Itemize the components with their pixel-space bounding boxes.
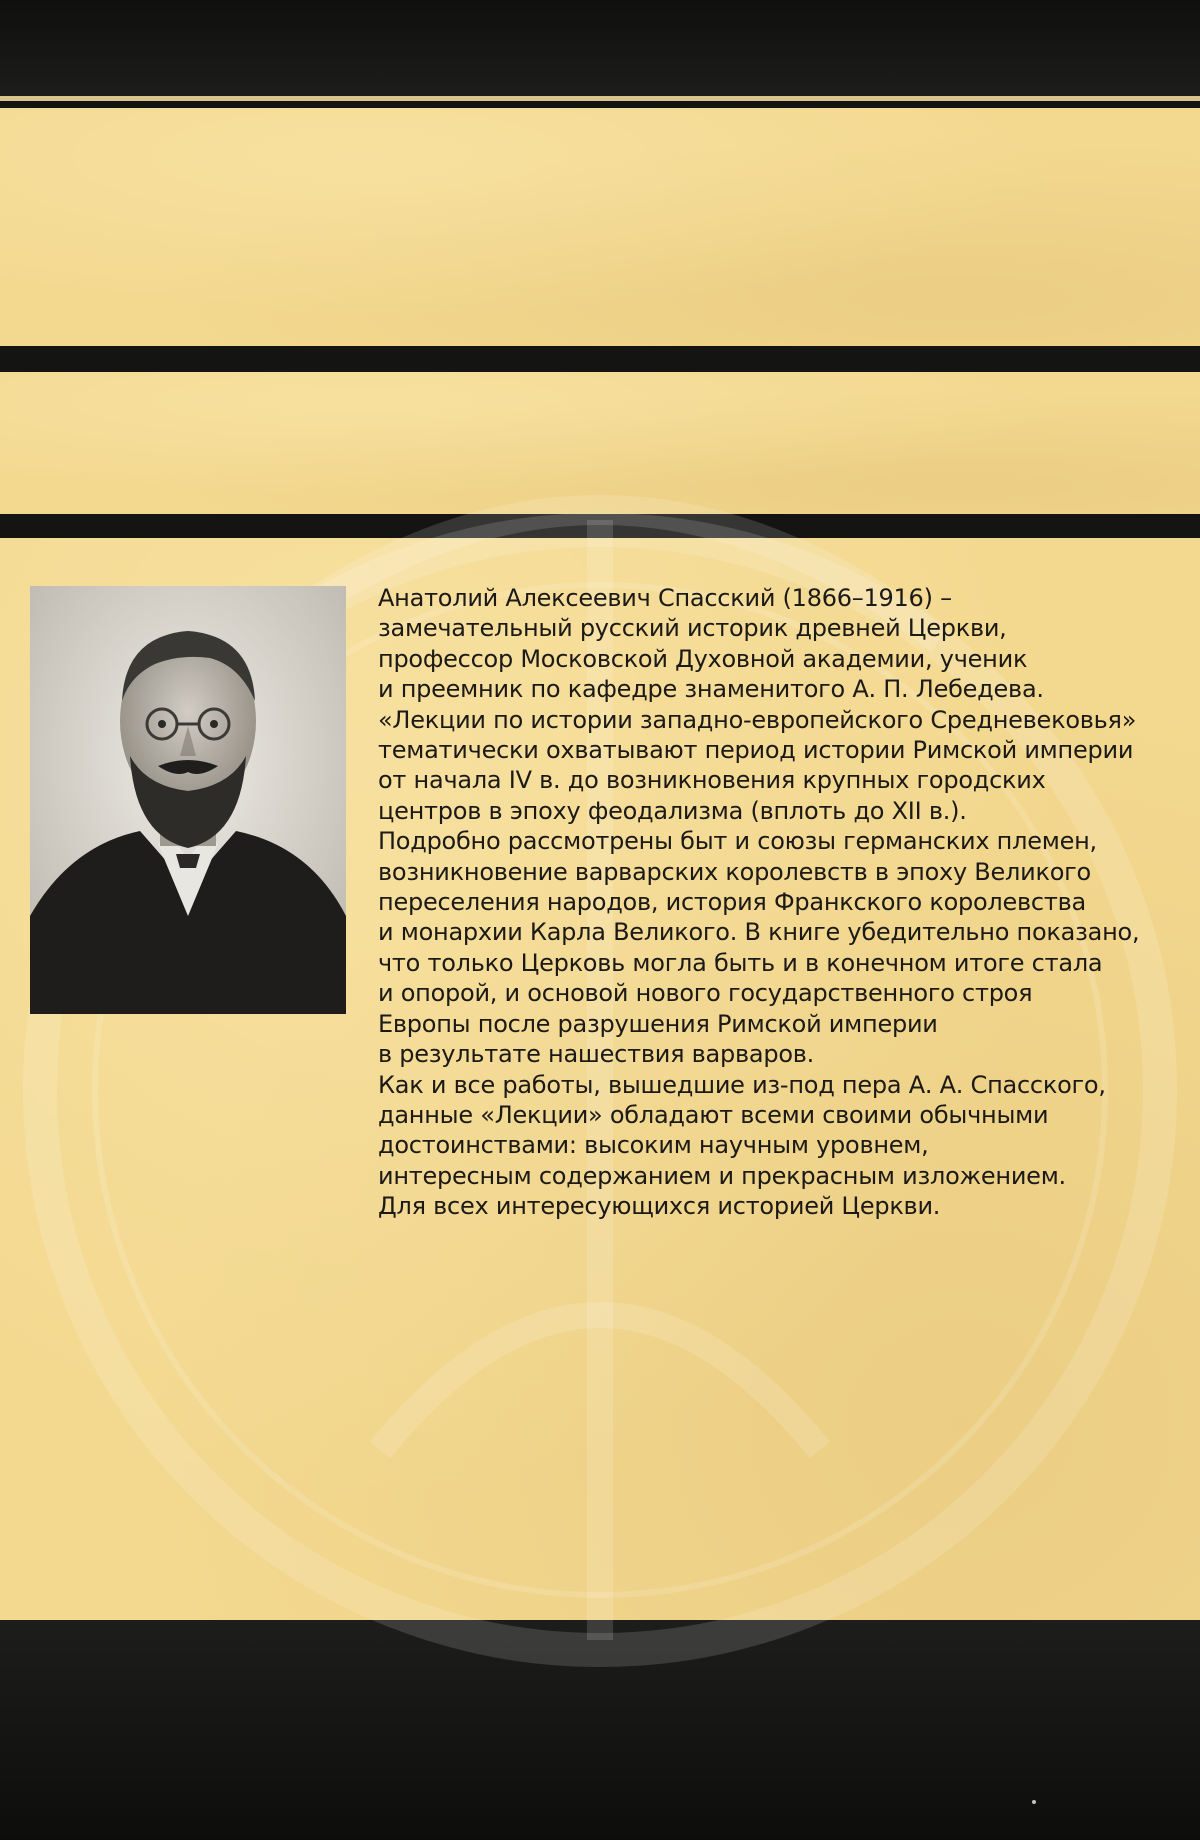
- yellow-panel-middle: [0, 372, 1200, 514]
- top-dark-band: [0, 0, 1200, 100]
- description-line: данные «Лекции» обладают всеми своими обычными: [378, 1100, 1049, 1129]
- top-light-stripe: [0, 96, 1200, 101]
- description-line: Для всех интересующихся историей Церкви.: [378, 1192, 941, 1221]
- description-line: Анатолий Алексеевич Спасский (1866–1916) –: [378, 584, 952, 612]
- description-line: интересным содержанием и прекрасным изложением.: [378, 1161, 1066, 1190]
- description-line: от начала IV в. до возникновения крупных городских: [378, 766, 1046, 795]
- yellow-panel-top: [0, 108, 1200, 346]
- description-line: Европы после разрушения Римской империи: [378, 1009, 938, 1038]
- description-line: «Лекции по истории западно-европейского Средневековья»: [378, 705, 1137, 734]
- description-line: тематически охватывают период истории Римской империи: [378, 736, 1134, 765]
- description-line: возникновение варварских королевств в эпоху Великого: [378, 857, 1091, 886]
- book-description: [378, 583, 1178, 1222]
- description-line: и преемник по кафедре знаменитого А. П. Лебедева.: [378, 675, 1044, 704]
- description-line: и опорой, и основой нового государственного строя: [378, 979, 1033, 1008]
- speck-mark: [1032, 1800, 1036, 1804]
- description-line: достоинствами: высоким научным уровнем,: [378, 1131, 929, 1160]
- description-line: в результате нашествия варваров.: [378, 1040, 815, 1069]
- description-line: что только Церковь могла быть и в конечном итоге стала: [378, 948, 1103, 977]
- author-portrait: [30, 586, 346, 1014]
- description-line: профессор Московской Духовной академии, ученик: [378, 644, 1028, 673]
- description-line: Как и все работы, вышедшие из-под пера А. А. Спасского,: [378, 1070, 1106, 1099]
- description-line: и монархии Карла Великого. В книге убедительно показано,: [378, 918, 1140, 947]
- description-line: Подробно рассмотрены быт и союзы германских племен,: [378, 827, 1097, 856]
- description-line: переселения народов, история Франкского королевства: [378, 888, 1086, 917]
- portrait-photo-icon: [30, 586, 346, 1014]
- description-line: центров в эпоху феодализма (вплоть до XII в.).: [378, 796, 967, 825]
- description-line: замечательный русский историк древней Церкви,: [378, 614, 1007, 643]
- bottom-dark-band: [0, 1620, 1200, 1840]
